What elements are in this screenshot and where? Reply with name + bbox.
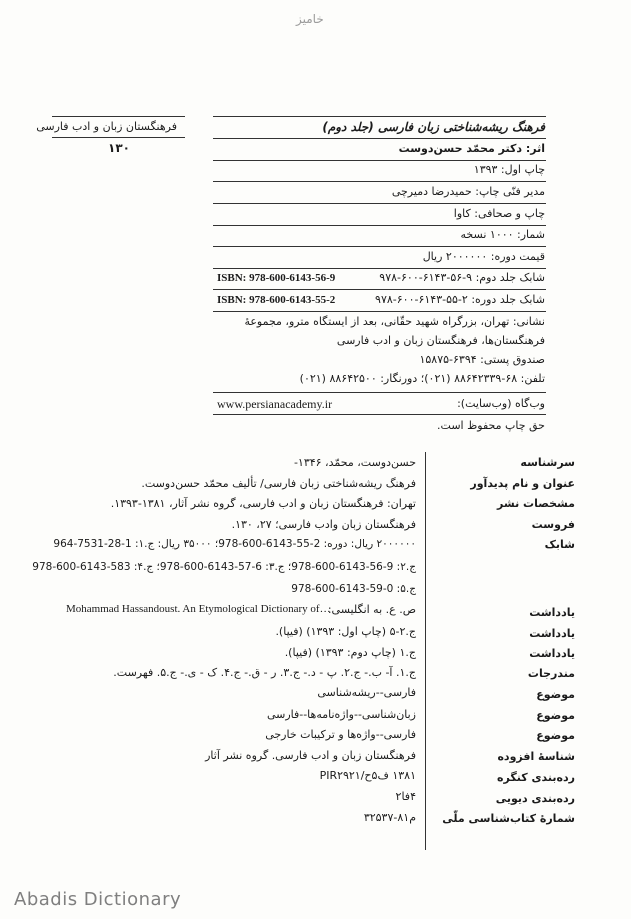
catalog-label: شناسهٔ افزوده (497, 750, 575, 763)
rule (213, 289, 546, 290)
rule (213, 392, 546, 393)
address-line-1: نشانی: تهران، بزرگراه شهید حقّانی، بعد از ایستگاه مترو، مجموعهٔ (244, 315, 545, 328)
rule (213, 246, 546, 247)
printer: چاپ و صحافی: کاوا (453, 207, 545, 220)
phone-fax: تلفن: ۶۸-۸۸۶۴۲۳۳۹ (۰۲۱)؛ دورنگار: ۸۸۶۴۲۵۰۰ (۰۲۱) (299, 372, 545, 385)
info-top-rule (213, 116, 546, 117)
catalog-label: موضوع (536, 729, 575, 742)
catalog-value: ۴فا۲ (395, 790, 416, 803)
catalog-label: موضوع (536, 688, 575, 701)
catalog-divider (425, 452, 426, 850)
catalog-value-english: Mohammad Hassandoust. An Etymological Dictionary of… (66, 603, 331, 615)
catalog-value: م۸۱-۳۲۵۳۷ (363, 811, 416, 824)
catalog-label: فروست (531, 518, 575, 531)
circulation: شمار: ۱۰۰۰ نسخه (460, 228, 545, 241)
rule (213, 203, 546, 204)
watermark: Abadis Dictionary (14, 889, 182, 910)
catalog-label: یادداشت (529, 627, 575, 640)
isbn-volume-2: ISBN: 978-600-6143-56-9 (217, 272, 336, 284)
first-print: چاپ اول: ۱۳۹۳ (473, 163, 545, 176)
price: قیمت دوره: ۲۰۰۰۰۰۰ ریال (422, 250, 545, 263)
catalog-label: مشخصات نشر (497, 497, 575, 510)
catalog-value: ۲۰۰۰۰۰۰ ریال: دوره: 2-55-6143-600-978؛ ۳۵۰۰۰ ریال: ج.۱: 1-28-7531-964 (53, 538, 416, 550)
catalog-label: رده‌بندی دیویی (495, 792, 575, 805)
series-title: فرهنگستان زبان و ادب فارسی (36, 120, 177, 133)
catalog-label: یادداشت (529, 647, 575, 660)
catalog-label: یادداشت (529, 606, 575, 619)
catalog-label: رده‌بندی کنگره (497, 771, 575, 784)
catalog-label: شمارهٔ کتاب‌شناسی ملّی (442, 812, 575, 825)
isbn-set: ISBN: 978-600-6143-55-2 (217, 294, 336, 306)
info-bottom-rule (213, 414, 546, 415)
catalog-value: حسن‌دوست، محمّد، ۱۳۴۶- (293, 456, 416, 469)
series-number: ۱۳۰ (108, 141, 130, 155)
catalog-value: ص. ع. به انگلیسی: (327, 603, 416, 616)
rule (213, 181, 546, 182)
catalog-value: فرهنگ ریشه‌شناختی زبان فارسی/ تألیف محمّد حسن‌دوست. (141, 477, 416, 490)
catalog-value: زبان‌شناسی--واژه‌نامه‌ها--فارسی (266, 708, 416, 721)
catalog-value: ج.۲-۵ (چاپ اول: ۱۳۹۳) (فیپا). (275, 625, 416, 638)
side-box-top-rule (52, 116, 185, 117)
side-box-mid-rule (52, 137, 185, 138)
website-link[interactable]: www.persianacademy.ir (217, 397, 333, 411)
rule (213, 225, 546, 226)
author: اثر: دکتر محمّد حسن‌دوست (398, 142, 545, 155)
catalog-value: فارسی--ریشه‌شناسی (317, 686, 416, 699)
catalog-label: شابک (544, 538, 575, 551)
catalog-value: فرهنگستان زبان و ادب فارسی. گروه نشر آثار (205, 749, 416, 762)
address-line-2: فرهنگستان‌ها، فرهنگستان زبان و ادب فارسی (336, 334, 545, 347)
rule (213, 138, 546, 139)
catalog-label: عنوان و نام پدیدآور (470, 477, 575, 490)
running-head: خامیز (296, 12, 324, 26)
catalog-value: ۱۳۸۱ ف۵ح/PIR۲۹۲۱ (319, 769, 416, 782)
isbn-set-fa: شابک جلد دوره: ۲-۵۵-۶۱۴۳-۶۰۰-۹۷۸ (375, 293, 545, 306)
website-label: وب‌گاه (وب‌سایت): (457, 397, 545, 410)
catalog-value: ج.۱ (چاپ دوم: ۱۳۹۳) (فیپا). (284, 646, 416, 659)
rule (213, 311, 546, 312)
catalog-value: فرهنگستان زبان وادب فارسی؛ ۲۷، ۱۳۰. (231, 518, 416, 531)
catalog-label: موضوع (536, 709, 575, 722)
copyright: حق چاپ محفوظ است. (437, 419, 545, 432)
isbn-volume-2-fa: شابک جلد دوم: ۹-۵۶-۶۱۴۳-۶۰۰-۹۷۸ (379, 271, 545, 284)
catalog-label: مندرجات (527, 667, 575, 680)
rule (213, 268, 546, 269)
catalog-label: سرشناسه (520, 456, 575, 469)
catalog-value: ج.۵: 0-59-6143-600-978 (291, 583, 416, 595)
catalog-value: ج.۱. آ- ب.- ج.۲. پ - د.- ج.۳. ر - ق.- ج.۴. ک - ی.- ج.۵. فهرست. (113, 666, 416, 679)
technical-director: مدیر فنّی چاپ: حمیدرضا دمیرچی (391, 185, 545, 198)
catalog-value: ج.۲: 9-56-6143-600-978؛ ج.۳: 6-57-6143-600-978؛ ج.۴: 583-6143-600-978 (32, 561, 416, 573)
rule (213, 160, 546, 161)
po-box: صندوق پستی: ۶۳۹۴-۱۵۸۷۵ (419, 353, 545, 366)
catalog-value: تهران: فرهنگستان زبان و ادب فارسی، گروه نشر آثار، ۱۳۸۱-۱۳۹۳. (110, 497, 416, 510)
book-title: فرهنگ ریشه‌شناختی زبان فارسی (جلد دوم) (322, 120, 545, 134)
catalog-value: فارسی--واژه‌ها و ترکیبات خارجی (265, 728, 416, 741)
